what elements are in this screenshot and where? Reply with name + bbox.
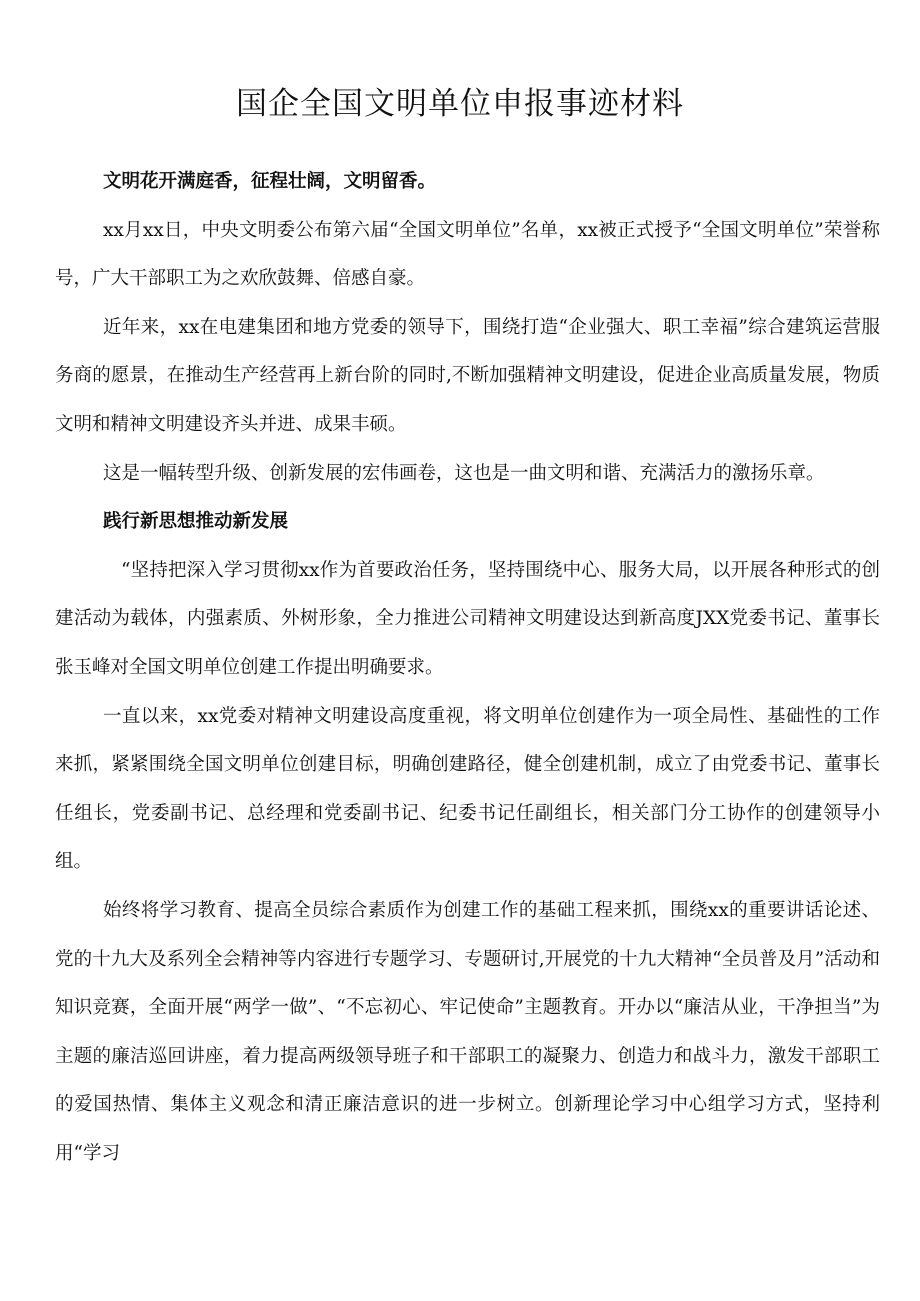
paragraph: xx月xx日，中央文明委公布第六届“全国文明单位”名单，xx被正式授予“全国文明单位”荣誉称号，广大干部职工为之欢欣鼓舞、倍感自豪。 xyxy=(55,219,880,290)
paragraph: 近年来，xx在电建集团和地方党委的领导下，围绕打造“企业强大、职工幸福”综合建筑运营服务商的愿景，在推动生产经营再上新台阶的同时,不断加强精神文明建设，促进企业高质量发展，物质文明和精神文明建设齐头并进、成果丰硕。 xyxy=(55,316,880,435)
document-body xyxy=(55,158,880,1178)
paragraph: “坚持把深入学习贯彻xx作为首要政治任务，坚持围绕中心、服务大局，以开展各种形式的创建活动为载体，内强素质、外树形象，全力推进公司精神文明建设达到新高度JXX党委书记、董事长张玉峰对全国文明单位创建工作提出明确要求。 xyxy=(55,559,880,678)
paragraph: 始终将学习教育、提高全员综合素质作为创建工作的基础工程来抓，围绕xx的重要讲话论述、党的十九大及系列全会精神等内容进行专题学习、专题研讨,开展党的十九大精神“全员普及月”活动和知识竞赛，全面开展“两学一做”、“不忘初心、牢记使命”主题教育。开办以“廉洁从业，干净担当”为主题的廉洁巡回讲座，着力提高两级领导班子和干部职工的凝聚力、创造力和战斗力，激发干部职工的爱国热情、集体主义观念和清正廉洁意识的进一步树立。创新理论学习中心组学习方式，坚持利用“学习 xyxy=(55,899,880,1164)
section-heading: 文明花开满庭香，征程壮阔，文明留香。 xyxy=(103,171,437,192)
paragraph: 这是一幅转型升级、创新发展的宏伟画卷，这也是一曲文明和谐、充满活力的激扬乐章。 xyxy=(103,462,825,484)
document-title: 国企全国文明单位申报事迹材料 xyxy=(236,86,684,122)
paragraph: 一直以来，xx党委对精神文明建设高度重视，将文明单位创建作为一项全局性、基础性的工作来抓，紧紧围绕全国文明单位创建目标，明确创建路径，健全创建机制，成立了由党委书记、董事长任组长，党委副书记、总经理和党委副书记、纪委书记任副组长，相关部门分工协作的创建领导小组。 xyxy=(55,705,880,873)
section-heading: 践行新思想推动新发展 xyxy=(103,511,289,533)
